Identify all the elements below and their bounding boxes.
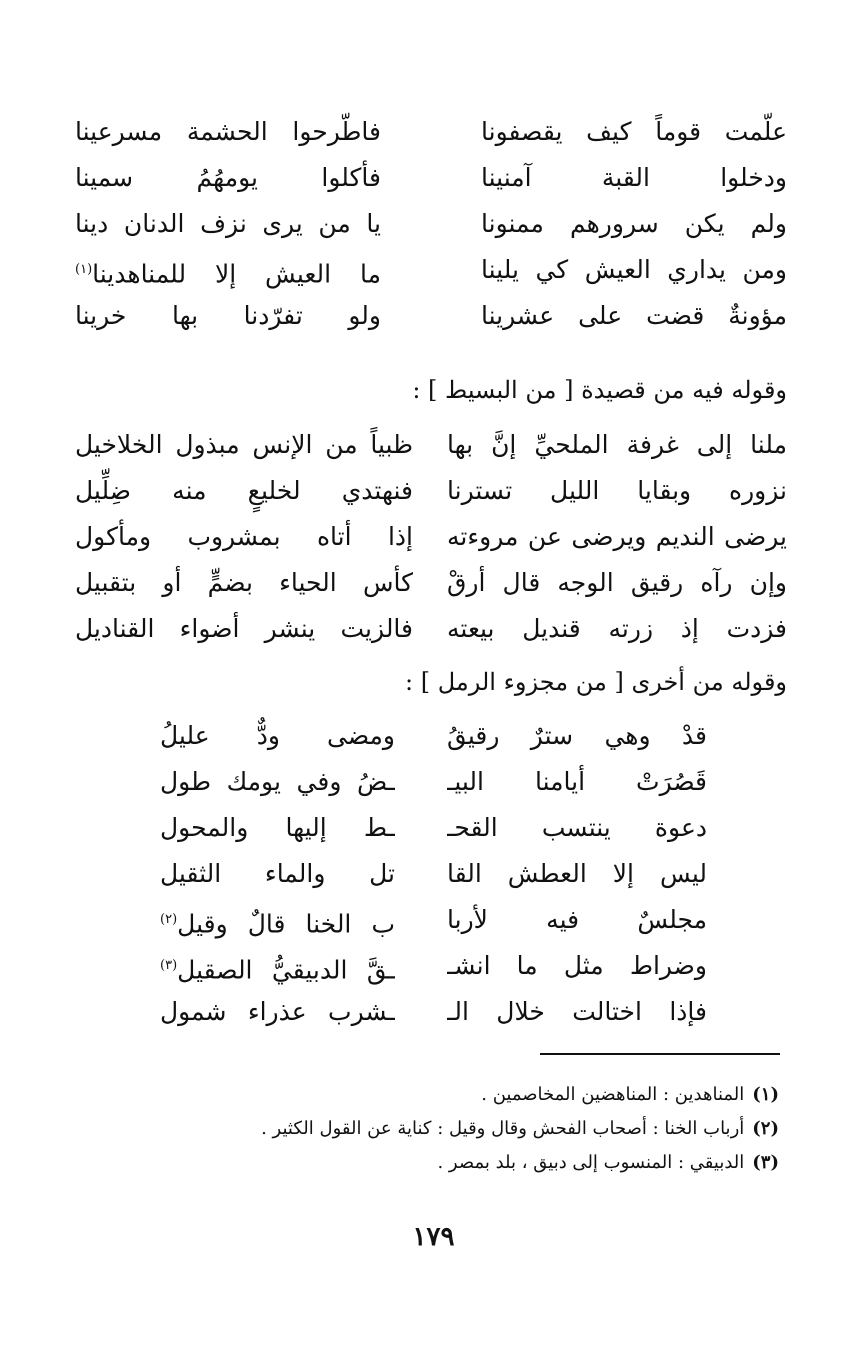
verse-line bbox=[75, 713, 787, 759]
first-hemistich: ودخلوا القبة آمنينا bbox=[481, 163, 787, 192]
section-heading: وقوله من أخرى [ من مجزوء الرمل ] : bbox=[405, 668, 787, 696]
verse-line bbox=[75, 155, 787, 201]
second-hemistich bbox=[160, 897, 395, 943]
footnote-text: أرباب الخنا : أصحاب الفحش وقال وقيل : كناية عن القول الكثير . bbox=[261, 1118, 745, 1139]
footnote-marker: (١) bbox=[75, 262, 93, 277]
second-hemistich bbox=[75, 247, 381, 293]
footnote-text: الدبيقي : المنسوب إلى دبيق ، بلد بمصر . bbox=[437, 1152, 745, 1173]
footnote-number: (٣) bbox=[752, 1152, 779, 1173]
verse-line bbox=[75, 943, 787, 989]
first-hemistich: ولم يكن سرورهم ممنونا bbox=[481, 209, 787, 238]
second-hemistich: فاطّرحوا الحشمة مسرعينا bbox=[75, 117, 381, 146]
footnote-number: (٢) bbox=[752, 1118, 779, 1139]
first-hemistich: قدْ وهي سترٌ رقيقُ bbox=[447, 721, 707, 750]
page-number: ١٧٩ bbox=[412, 1222, 455, 1252]
footnote-separator bbox=[540, 1053, 780, 1055]
footnote bbox=[159, 1112, 779, 1146]
footnote-marker: (٣) bbox=[160, 958, 178, 973]
first-hemistich: قَصُرَتْ أيامنا البيـ bbox=[447, 767, 707, 796]
second-hemistich: ـضُ وفي يومك طول bbox=[160, 767, 395, 796]
poem-1 bbox=[75, 109, 787, 339]
verse-line bbox=[75, 293, 787, 339]
hemistich-text: ـقَّ الدبيقيُّ الصقيل bbox=[177, 955, 395, 985]
verse-line bbox=[75, 514, 787, 560]
verse-line bbox=[75, 851, 787, 897]
second-hemistich: ومضى ودٌّ عليلُ bbox=[160, 721, 395, 750]
first-hemistich: ومن يداري العيش كي يلينا bbox=[481, 255, 787, 284]
first-hemistich: مؤونةٌ قضت على عشرينا bbox=[481, 301, 787, 330]
second-hemistich: ـشرب عذراء شمول bbox=[160, 997, 395, 1026]
second-hemistich: ظبياً من الإنس مبذول الخلاخيل bbox=[75, 430, 413, 459]
footnote-number: (١) bbox=[752, 1084, 779, 1105]
section-heading: وقوله فيه من قصيدة [ من البسيط ] : bbox=[412, 376, 787, 404]
first-hemistich: ملنا إلى غرفة الملحيِّ إنَّ بها bbox=[447, 430, 787, 459]
first-hemistich: دعوة ينتسب القحـ bbox=[447, 813, 707, 842]
verse-line bbox=[75, 560, 787, 606]
first-hemistich: ليس إلا العطش القا bbox=[447, 859, 707, 888]
verse-line bbox=[75, 989, 787, 1035]
second-hemistich: فنهتدي لخليعٍ منه ضِلِّيل bbox=[75, 476, 413, 505]
second-hemistich: ولو تفرّدنا بها خرينا bbox=[75, 301, 381, 330]
first-hemistich: فزدت إذ زرته قنديل بيعته bbox=[447, 614, 787, 643]
verse-line bbox=[75, 606, 787, 652]
second-hemistich: فالزيت ينشر أضواء القناديل bbox=[75, 614, 413, 643]
poem-3 bbox=[75, 713, 787, 1035]
second-hemistich bbox=[160, 943, 395, 989]
first-hemistich: مجلسٌ فيه لأربا bbox=[447, 905, 707, 934]
verse-line bbox=[75, 422, 787, 468]
second-hemistich: تل والماء الثقيل bbox=[160, 859, 395, 888]
verse-line bbox=[75, 201, 787, 247]
footnote bbox=[159, 1146, 779, 1180]
footnote bbox=[159, 1078, 779, 1112]
second-hemistich: ـط إليها والمحول bbox=[160, 813, 395, 842]
verse-line bbox=[75, 468, 787, 514]
verse-line bbox=[75, 897, 787, 943]
second-hemistich: فأكلوا يومهُمُ سمينا bbox=[75, 163, 381, 192]
footnotes bbox=[159, 1078, 779, 1180]
first-hemistich: فإذا اختالت خلال الـ bbox=[447, 997, 707, 1026]
first-hemistich: وضراط مثل ما انشـ bbox=[447, 951, 707, 980]
poem-2 bbox=[75, 422, 787, 652]
first-hemistich: علّمت قوماً كيف يقصفونا bbox=[481, 117, 787, 146]
first-hemistich: وإن رآه رقيق الوجه قال أرقْ bbox=[447, 568, 787, 597]
second-hemistich: يا من يرى نزف الدنان دينا bbox=[75, 209, 381, 238]
second-hemistich: إذا أتاه بمشروب ومأكول bbox=[75, 522, 413, 551]
verse-line bbox=[75, 109, 787, 155]
verse-line bbox=[75, 759, 787, 805]
first-hemistich: نزوره وبقايا الليل تسترنا bbox=[447, 476, 787, 505]
hemistich-text: ما العيش إلا للمناهدينا bbox=[92, 259, 381, 289]
hemistich-text: ب الخنا قالٌ وقيل bbox=[177, 909, 395, 939]
footnote-marker: (٢) bbox=[160, 912, 178, 927]
verse-line bbox=[75, 805, 787, 851]
second-hemistich: كأس الحياء بضمٍّ أو بتقبيل bbox=[75, 568, 413, 597]
footnote-text: المناهدين : المناهضين المخاصمين . bbox=[481, 1084, 745, 1105]
verse-line bbox=[75, 247, 787, 293]
first-hemistich: يرضى النديم ويرضى عن مروءته bbox=[447, 522, 787, 551]
